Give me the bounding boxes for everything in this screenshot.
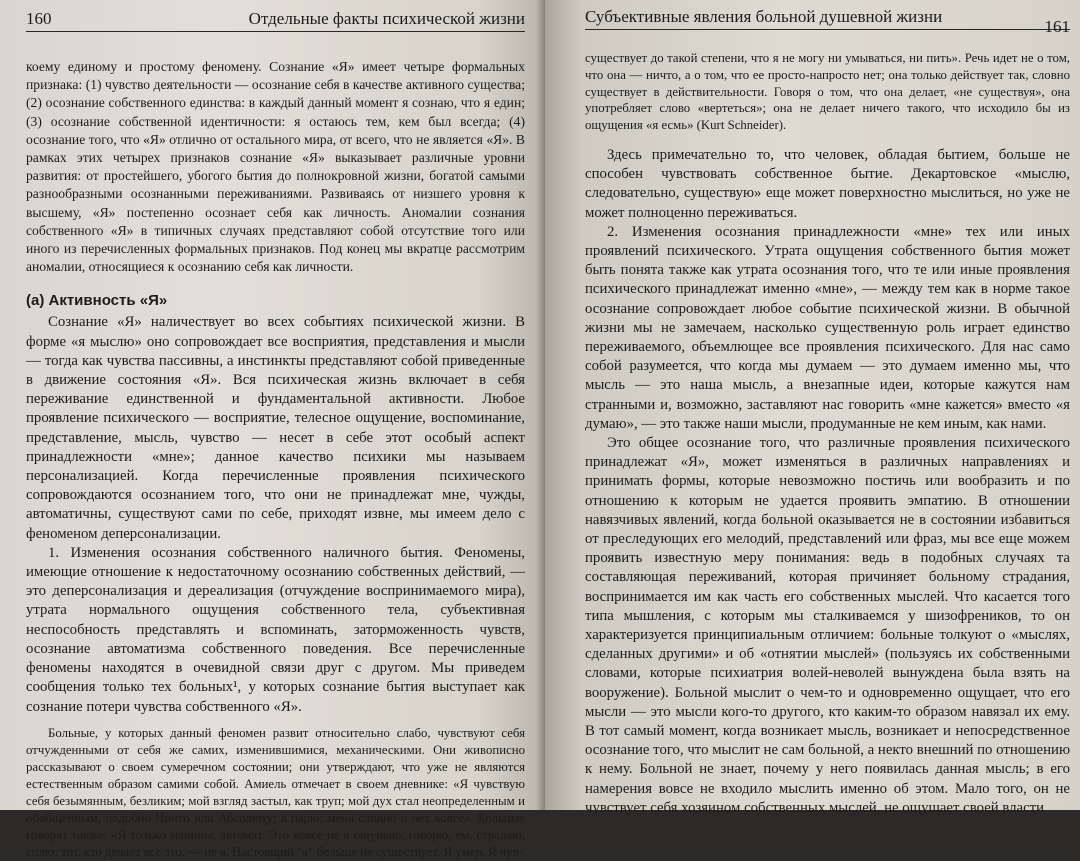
- right-paragraph-3: Это общее осознание того, что различные проявления психического принадлежат «Я», может изменяться в различных направлениях и принимать формы, которые невозможно постичь или вообразить и по отношению к которым не удается проявить эмпатию. В отношении навязчивых явлений, когда больной оказывается не в состоянии избавиться от преследующих его мелодий, представлений или фраз, мы все еще можем проявить известную меру понимания: ведь в подобных случаях та составляющая переживаний, которая причиняет больному страдания, воспринимается им как часть его собственных мыслей. Что касается того типа мышления, с которым мы сталкиваемся у шизофреников, то он характеризуется принципиальным отличием: больные толкуют о «мыслях, сделанных другими» и об «отнятии мыслей» (пользуясь их собственными словами, которые психиатрия волей-неволей вынуждена была взять на вооружение). Больной мыслит о чем-то и одновременно ощущает, что его мысли — это мысли кого-то другого, кто каким-то образом навязал их ему. В тот самый момент, когда возникает мысль, возникает и непосредственное осознание того, что мыслит не сам больной, а некто внешний по отношению к нему. Больной не знает, почему у него появилась данная мысль; в его намерения вовсе не входило мыслить именно об этом. Мало того, он не чувствует себя хозяином собственных мыслей, не ощущает своей власти: [585, 435, 1070, 816]
- right-quote-end: существует до такой степени, что я не могу ни умываться, ни пить». Речь идет не о том, что она — ничто, а о том, что ее просто-напросто нет; она только действует так, словно существует в действительности. Говоря о том, что она делает, «не существуя», она употребляет слово «вертеться»; она не делает ничего такого, что исходило бы из ощущения «я есмь» (Kurt Schneider).: [585, 51, 1070, 133]
- section-heading: (а) Активность «Я»: [26, 292, 168, 310]
- running-head-left: [26, 10, 525, 32]
- left-paragraph-1: Сознание «Я» наличествует во всех событиях психической жизни. В форме «я мыслю» оно сопровождает все восприятия, представления и мысли — тогда как чувства пассивны, а инстинкты представляют собой приведенные в движение состояния «Я». Вся психическая жизнь включает в себя переживание единственной и фундаментальной активности. Любое проявление психического — восприятие, телесное ощущение, воспоминание, представление, мысль, чувство — несет в себе этот особый аспект принадлежности «мне»; данное качество психики мы называем персонализацией. Когда перечисленные проявления психического сопровождаются осознанием того, что они не принадлежат мне, чужды, автоматичны, существуют сами по себе, приходят извне, мы имеем дело с феноменом деперсонализации.: [26, 314, 525, 542]
- left-quote: Больные, у которых данный феномен развит относительно слабо, чувствуют себя отчужденными от себя же самих, изменившимися, механическими. Они живописно рассказывают о своем сумеречном состоянии; они утверждают, что уже не являются естественным образом самими собой. Амиель отмечает в своем дневнике: «Я чувствую себя безымянным, безликим; мой взгляд застыл, как труп; мой дух стал неопределенным и обобщенным, подобно Ничто или Абсолюту; я парю; меня словно и нет вовсе». Больные говорят также: «Я только машина, автомат. Это вовсе не я ощущаю, говорю, ем, страдаю, сплю; тот, кто делает все это, — не я. Настоящий "я" больше не существует. Я умер. Я чув-: [26, 725, 525, 859]
- running-head-right: [585, 7, 1070, 36]
- right-paragraph-2: 2. Изменения осознания принадлежности «мне» тех или иных проявлений психического. Утрата ощущения собственного бытия может быть понята также как утрата осознания того, что те или иные проявления психического принадлежат именно «мне», — между тем как в норме такое осознание сопровождает любое событие психической жизни. В обычной жизни мы не замечаем, насколько существенную роль играет единство переживаемого, объемлющее все проявления психического. Для нас само собой разумеется, что когда мы думаем — это думаем именно мы, что мысль — это наша мысль, а внезапные идеи, которые кажутся нам странными и, возможно, заставляют нас говорить «мне кажется» вместо «я думаю», — это также наши мысли, продуманные не кем иным, как нами.: [585, 223, 1070, 432]
- page-number-right: 161: [1044, 17, 1070, 36]
- right-paragraph-1: Здесь примечательно то, что человек, обладая бытием, больше не способен чувствовать собственное бытие. Декартовское «мыслю, следовательно, существую» еще может поверхностно мыслиться, но уже не может полноценно переживаться.: [585, 146, 1070, 221]
- intro-paragraph: коему единому и простому феномену. Сознание «Я» имеет четыре формальных признака: (1) чувство деятельности — осознание себя в качестве активного существа; (2) осознание собственного единства: в каждый данный момент я сознаю, что я един; (3) осознание собственной идентичности: я остаюсь тем, кем был всегда; (4) осознание того, что «Я» отлично от остального мира, от всего, что не является «Я». В рамках этих четырех признаков сознание «Я» выказывает различные уровни развития: от простейшего, убогого бытия до полнокровной жизни, богатой самыми разнообразными осознанными переживаниями. Развиваясь от низшего уровня к высшему, «Я» постепенно осознает себя как личность. Аномалии сознания собственного «Я» в типичных случаях представляют собой отсутствие того или иного из перечисленных формальных признаков. Под конец мы вкратце рассмотрим аномалии, относящиеся к осознанию себя как личности.: [26, 59, 525, 275]
- page-number-left: 160: [26, 9, 52, 28]
- left-paragraph-2: 1. Изменения осознания собственного наличного бытия. Феномены, имеющие отношение к недостаточному осознанию собственных действий, — это деперсонализация и дереализация (отчуждение воспринимаемого мира), утрата нормального ощущения собственного тела, субъективная неспособность представлять и вспоминать, заторможенность чувств, осознание автоматизма собственного поведения. Все перечисленные феномены находятся в очевидной связи друг с другом. Мы приведем сообщения только тех больных¹, у которых сознание бытия выступает как сознание потери чувства собственного «Я».: [26, 544, 525, 715]
- running-title-left: Отдельные факты психической жизни: [248, 9, 525, 28]
- right-page: [545, 0, 1080, 816]
- running-title-right: Субъективные явления больной душевной жизни: [585, 7, 943, 26]
